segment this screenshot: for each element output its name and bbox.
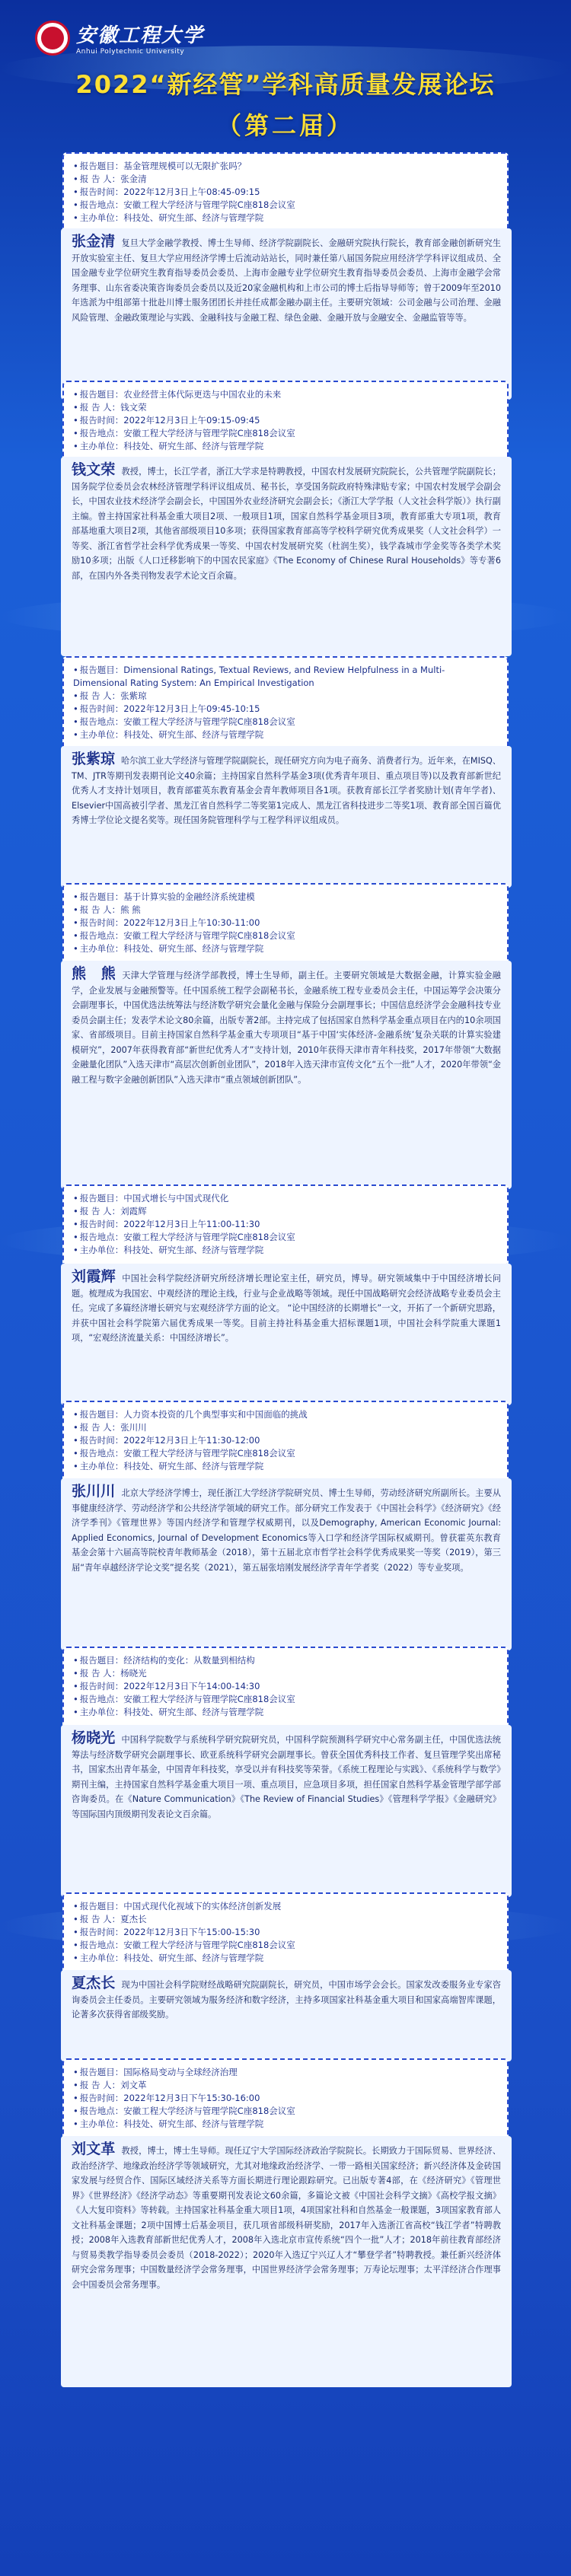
field-label: 主办单位：: [79, 943, 124, 954]
bullet-icon: •: [73, 729, 78, 740]
speaker-name: 刘霞辉: [72, 1268, 116, 1285]
bullet-icon: •: [73, 943, 78, 954]
talk-time: [73, 917, 498, 929]
talk-time: [73, 414, 498, 427]
field-label: 报 告 人：: [79, 1914, 121, 1924]
field-label: 主办单位：: [79, 212, 124, 223]
speaker-bio-text: 中国科学院数学与系统科学研究院研究员，中国科学院预测科学研究中心常务副主任，中国优选法统筹法与经济数学研究会副理事长、欧亚系统科学研究会副理事长。曾获全国优秀科技工作者、复旦管理学奖出席秘书，国家杰出青年基金，中国青年科技奖，享受以并有科技奖等荣誉。《系统工程理论与实践》、《系统科学与数学》期刊主编，主持国家自然科学基金重大项目一项、重点项目，应急项目多项，担任国家自然科学基金管理学部学部咨询委员。在《Nature Communication》《The Review of Financial Studies》《管理科学学报》《金融研究》等国际国内顶级期刊发表论文百余篇。: [72, 1735, 501, 1819]
talk-place: [73, 2105, 498, 2118]
field-label: 报告地点：: [79, 1448, 124, 1459]
school-name-en: Anhui Polytechnic University: [76, 48, 185, 56]
field-value: Dimensional Ratings, Textual Reviews, and Review Helpfulness in a Multi-Dimensional Rating System: An Empirical Investigation: [73, 665, 445, 688]
talk-topic: [73, 1192, 498, 1205]
field-value: 安徽工程大学经济与管理学院C座818会议室: [123, 1940, 295, 1950]
field-value: 熊 熊: [120, 904, 141, 915]
field-label: 报告时间：: [79, 1681, 124, 1691]
bullet-icon: •: [73, 1694, 78, 1704]
bullet-icon: •: [73, 1206, 78, 1216]
speaker-bio-paragraph: [61, 457, 512, 591]
talk-speaker: [73, 401, 498, 414]
talk-speaker: [73, 1205, 498, 1218]
field-value: 张紫琼: [120, 690, 147, 701]
talk-time: [73, 1218, 498, 1231]
field-label: 报告题目：: [79, 2067, 124, 2077]
field-value: 张川川: [120, 1422, 147, 1433]
talk-host: [73, 728, 498, 741]
talk-topic: [73, 1654, 498, 1667]
speaker-bio-text: 教授，博士，长江学者，浙江大学求是特聘教授，中国农村发展研究院院长，公共管理学院副院长；国务院学位委员会农林经济管理学科评议组成员、秘书长，享受国务院政府特殊津贴专家；中国农村发展学会副会长，中国农业技术经济学会副会长，中国国外农业经济研究会副会长；《浙江大学学报（人文社会科学版）》执行副主编。曾主持国家社科基金重大项目2项、一般项目1项，国家自然科学基金项目3项，教育部重大专项1项，教育部基地重大项目2项，其他省部级项目10多项；获得国家教育部高等学校科学研究优秀成果奖（人文社会科学）一等奖、浙江省哲学社会科学优秀成果一等奖、中国农村发展研究奖（杜润生奖），钱学森城市学金奖等各类学术奖励10多项；出版《人口迁移影响下的中国农民家庭》《The Economy of Chinese Rural Households》等专著6部，在国内外各类刊物发表学术论文百余篇。: [72, 467, 501, 581]
bullet-icon: •: [73, 2067, 78, 2077]
field-label: 主办单位：: [79, 1707, 124, 1717]
talk-topic: [73, 891, 498, 904]
bullet-icon: •: [73, 1927, 78, 1937]
field-label: 报 告 人：: [79, 1668, 121, 1679]
speaker-name: 夏杰长: [72, 1975, 116, 1991]
field-label: 报 告 人：: [79, 690, 121, 701]
field-value: 安徽工程大学经济与管理学院C座818会议室: [123, 428, 295, 438]
field-label: 报告题目：: [79, 1655, 124, 1666]
bullet-icon: •: [73, 2119, 78, 2129]
talk-info-box: [62, 1401, 509, 1483]
speaker-name: 杨晓光: [72, 1730, 116, 1746]
field-value: 科技处、研究生部、经济与管理学院: [123, 1953, 264, 1963]
field-label: 报告题目：: [79, 1409, 124, 1420]
field-value: 安徽工程大学经济与管理学院C座818会议室: [123, 930, 295, 941]
field-value: 2022年12月3日下午15:30-16:00: [123, 2093, 260, 2103]
talk-info-box: [62, 1184, 509, 1267]
talk-speaker: [73, 173, 498, 186]
talk-place: [73, 929, 498, 942]
talk-speaker: [73, 1913, 498, 1926]
bullet-icon: •: [73, 1448, 78, 1459]
bullet-icon: •: [73, 415, 78, 426]
talk-topic: [73, 160, 498, 173]
field-label: 报告题目：: [79, 891, 124, 902]
speaker-name: 张金清: [72, 233, 116, 250]
speaker-bio: [61, 1264, 512, 1405]
field-value: 基于计算实验的金融经济系统建模: [123, 891, 255, 902]
speaker-bio: [61, 2136, 512, 2387]
speaker-bio-text: 中国社会科学院经济研究所经济增长理论室主任，研究员，博导。研究领域集中于中国经济增长问题。梳理成为我国宏、中观经济的理论主线，行业与企业战略等领域。现任中国战略研究会经济战略专业委员会主任。完成了多篇经济增长研究与宏观经济学方面的论文。 “论中国经济的长期增长”一文，开拓了一个新研究思路，并获中国社会科学院第六届优秀成果一等奖。目前主持社科基金重大招标课题1项，中国社会科学院重大课题1项，“宏观经济流量关系：中国经济增长”。: [72, 1274, 501, 1343]
talk-place: [73, 1231, 498, 1244]
speaker-bio-paragraph: [61, 2136, 512, 2300]
talk-place: [73, 427, 498, 440]
bullet-icon: •: [73, 2093, 78, 2103]
school-name-cn: 安徽工程大学: [76, 24, 205, 47]
field-value: 科技处、研究生部、经济与管理学院: [123, 1245, 264, 1255]
speaker-bio-text: 哈尔滨工业大学经济与管理学院副院长，现任研究方向为电子商务、消费者行为。近年来，在MISQ、TM、JTR等期刊发表期刊论文40余篇；主持国家自然科学基金3项(优秀青年项目、重点项目等)以及教育部新世纪优秀人才支持计划项目，教育部霍英东教育基金会青年教师项目各1项。获教育部长江学者奖励计划(青年学者)、Elsevier中国高被引学者、黑龙江省自然科学二等奖第1完成人、黑龙江省科技进步二等奖1项、教育部全国百篇优秀博士学位论文提名奖等。现任国务院管理科学与工程学科评议组成员。: [72, 756, 501, 825]
field-value: 农业经营主体代际更迭与中国农业的未来: [123, 389, 282, 400]
field-value: 2022年12月3日上午10:30-11:00: [123, 917, 260, 928]
bullet-icon: •: [73, 703, 78, 714]
field-value: 中国式现代化视域下的实体经济创新发展: [123, 1901, 282, 1911]
speaker-bio-paragraph: [61, 228, 512, 333]
bullet-icon: •: [73, 1435, 78, 1446]
field-label: 报告地点：: [79, 716, 124, 727]
field-label: 报 告 人：: [79, 402, 121, 413]
field-label: 报告地点：: [79, 930, 124, 941]
speaker-name: 张川川: [72, 1483, 116, 1500]
field-label: 报告地点：: [79, 199, 124, 210]
field-label: 报 告 人：: [79, 174, 121, 184]
bullet-icon: •: [73, 1707, 78, 1717]
bullet-icon: •: [73, 716, 78, 727]
forum-title: 2022“新经管”学科高质量发展论坛: [75, 70, 496, 99]
field-value: 钱文荣: [120, 402, 147, 413]
speaker-bio-paragraph: [61, 1970, 512, 2030]
field-value: 安徽工程大学经济与管理学院C座818会议室: [123, 1232, 295, 1242]
talk-speaker: [73, 2079, 498, 2092]
speaker-name: 钱文荣: [72, 461, 116, 478]
speaker-bio: [61, 1725, 512, 1897]
speaker-name: 熊 熊: [72, 965, 116, 982]
bullet-icon: •: [73, 1193, 78, 1204]
school-logo-block: [35, 20, 204, 56]
field-value: 刘文革: [120, 2080, 147, 2090]
field-label: 报 告 人：: [79, 1206, 121, 1216]
field-value: 科技处、研究生部、经济与管理学院: [123, 943, 264, 954]
field-value: 2022年12月3日上午09:45-10:15: [123, 703, 260, 714]
speaker-bio: [61, 457, 512, 656]
talk-speaker: [73, 1421, 498, 1434]
bullet-icon: •: [73, 161, 78, 171]
field-label: 主办单位：: [79, 1461, 124, 1471]
talk-host: [73, 942, 498, 955]
field-label: 报告题目：: [79, 665, 124, 675]
field-value: 夏杰长: [120, 1914, 147, 1924]
school-seal-icon: [35, 21, 70, 56]
speaker-bio-text: 北京大学经济学博士，现任浙江大学经济学院研究员、博士生导师，劳动经济研究所副所长。主要从事健康经济学、劳动经济学和公共经济学领域的研究工作。部分研究工作发表于《中国社会科学》《经济研究》《经济学季刊》《管理世界》等国内经济学和管理学权威期刊，以及Demography, American Economic Journal: Applied Economics, Journal of Development Economics等入口学和经济学国际权威期刊。曾获霍英东教育基金会第十六届高等院校青年教师基金（2018），第十五届北京市哲学社会科学优秀成果奖一等奖（2019），第三届“青年卓越经济学论文奖”提名奖（2021），第五届张培刚发展经济学青年学者奖（2022）等专业奖项。: [72, 1488, 501, 1573]
talk-time: [73, 2092, 498, 2105]
bullet-icon: •: [73, 1655, 78, 1666]
speaker-bio-text: 天津大学管理与经济学部教授，博士生导师，副主任。主要研究领域是大数据金融，计算实验金融学，企业发展与金融预警等。任中国系统工程学会副秘书长，金融系统工程专业委员会主任，中国运筹学会决策分会副理事长，中国优选法统筹法与经济数学研究会量化金融与保险分会副理事长；中国信息经济学会金融科技专业委员会副主任；发表学术论文80余篇，出版专著2部。主持完成了包括国家自然科学基金重点项目在内的10余项国家、省部级项目。目前主持国家自然科学基金重大专项项目“基于中国‘实体经济-金融系统’复杂关联的计算实验建模研究”，2007年获得教育部“新世纪优秀人才”支持计划，2010年获得天津市青年科技奖，2017年带领“大数据金融量化团队”入选天津市“高层次创新创业团队”，2018年入选天津市宣传文化“五个一批”人才，2020年带领“金融工程与数字金融创新团队”入选天津市“重点领域创新团队”。: [72, 971, 501, 1085]
field-value: 科技处、研究生部、经济与管理学院: [123, 1707, 264, 1717]
bullet-icon: •: [73, 904, 78, 915]
speaker-bio: [61, 228, 512, 400]
field-value: 科技处、研究生部、经济与管理学院: [123, 441, 264, 451]
field-value: 人力资本投资的几个典型事实和中国面临的挑战: [123, 1409, 308, 1420]
talk-topic: [73, 664, 498, 690]
talk-speaker: [73, 1667, 498, 1680]
field-label: 报告地点：: [79, 428, 124, 438]
talk-speaker: [73, 690, 498, 703]
field-label: 报 告 人：: [79, 2080, 121, 2090]
speaker-bio-paragraph: [61, 1478, 512, 1583]
talk-topic: [73, 1900, 498, 1913]
talk-place: [73, 716, 498, 728]
talk-topic: [73, 1408, 498, 1421]
bullet-icon: •: [73, 1901, 78, 1911]
talk-host: [73, 1952, 498, 1965]
bullet-icon: •: [73, 2106, 78, 2116]
talk-info-box: [62, 883, 509, 965]
bullet-icon: •: [73, 2080, 78, 2090]
speaker-bio: [61, 961, 512, 1189]
field-value: 安徽工程大学经济与管理学院C座818会议室: [123, 199, 295, 210]
talk-topic: [73, 388, 498, 401]
bullet-icon: •: [73, 428, 78, 438]
field-label: 报告时间：: [79, 917, 124, 928]
field-value: 杨晓光: [120, 1668, 147, 1679]
talk-time: [73, 186, 498, 199]
field-label: 报告题目：: [79, 1193, 124, 1204]
bullet-icon: •: [73, 402, 78, 413]
talk-topic: [73, 2066, 498, 2079]
talk-time: [73, 703, 498, 716]
field-label: 报告地点：: [79, 1694, 124, 1704]
field-label: 报告地点：: [79, 1940, 124, 1950]
field-value: 刘霞辉: [120, 1206, 147, 1216]
field-label: 主办单位：: [79, 1245, 124, 1255]
talk-time: [73, 1434, 498, 1447]
talk-place: [73, 1447, 498, 1460]
field-value: 2022年12月3日上午11:00-11:30: [123, 1219, 260, 1229]
page-header: [0, 0, 571, 152]
bullet-icon: •: [73, 1914, 78, 1924]
field-value: 中国式增长与中国式现代化: [123, 1193, 229, 1204]
bullet-icon: •: [73, 1422, 78, 1433]
bullet-icon: •: [73, 1245, 78, 1255]
field-label: 报 告 人：: [79, 904, 121, 915]
field-label: 主办单位：: [79, 2119, 124, 2129]
talk-info-box: [62, 2058, 509, 2141]
field-label: 报告时间：: [79, 187, 124, 197]
field-label: 报告题目：: [79, 161, 124, 171]
bullet-icon: •: [73, 917, 78, 928]
talk-host: [73, 1706, 498, 1719]
talk-info-box: [62, 1647, 509, 1729]
field-value: 2022年12月3日上午11:30-12:00: [123, 1435, 260, 1446]
speaker-bio-text: 教授，博士，博士生导师。现任辽宁大学国际经济政治学院院长。长期致力于国际贸易、世界经济、政治经济学、地缘政治经济学等领域研究，尤其对地缘政治经济学、一带一路相关国家经济；新兴经济体及金砖国家发展与经贸合作、国际区域经济关系等方面长期进行理论跟踪研究。已出版专著4部，在《经济研究》《管理世界》《世界经济》《经济学动态》等重要期刊发表论文60余篇，多篇论文被《中国社会科学文摘》《高校学报文摘》《人大复印资料》等转载。主持国家社科基金重大项目1项，4项国家社科和自然基金一般课题，3项国家教育部人文社科基金课题；2项中国博士后基金项目，获几项省部级科研奖励，2017年入选浙江省高校“钱江学者”特聘教授；2008年入选教育部新世纪优秀人才，2008年入选北京市宣传系统“四个一批”人才；2018年前往教育部经济与贸易类教学指导委员会委员（2018-2022）；2020年入选辽宁兴辽人才“攀登学者”特聘教授。兼任新兴经济体研究会常务理事；中国数量经济学会常务理事，中国世界经济学会常务理事；万寿论坛理事；太平洋经济合作理事会中国委员会常务理事。: [72, 2146, 501, 2290]
bullet-icon: •: [73, 1953, 78, 1963]
bullet-icon: •: [73, 690, 78, 701]
field-label: 主办单位：: [79, 441, 124, 451]
bullet-icon: •: [73, 187, 78, 197]
field-label: 报告时间：: [79, 415, 124, 426]
bullet-icon: •: [73, 1409, 78, 1420]
talk-info-box: [62, 381, 509, 463]
field-value: 张金清: [120, 174, 147, 184]
bullet-icon: •: [73, 441, 78, 451]
talk-info-box: [62, 152, 509, 234]
talk-place: [73, 1939, 498, 1952]
field-value: 安徽工程大学经济与管理学院C座818会议室: [123, 2106, 295, 2116]
talk-info-box: [62, 656, 509, 752]
bullet-icon: •: [73, 1940, 78, 1950]
field-label: 报告地点：: [79, 2106, 124, 2116]
talk-speaker: [73, 904, 498, 917]
field-value: 安徽工程大学经济与管理学院C座818会议室: [123, 1694, 295, 1704]
talk-info-box: [62, 1892, 509, 1975]
field-value: 科技处、研究生部、经济与管理学院: [123, 2119, 264, 2129]
forum-session: （第二届）: [216, 111, 354, 140]
speaker-bio-text: 复旦大学金融学教授、博士生导师、经济学院副院长、金融研究院执行院长，教育部金融创新研究生开放实验室主任、复旦大学应用经济学博士后流动站站长，同时兼任第八届国务院应用经济学学科评议组成员、全国金融专业学位研究生教育指导委员会委员、上海市金融专业学位研究生教育指导委员会委员、上海市金融学会常务理事、山东省委决策咨询委员会委员以及近20家金融机构和上市公司的博士后指导导师等；曾于2009年至2010年选派为中组部第十批赴川博士服务团团长并挂任成都金融办副主任。主要研究领域：公司金融与公司治理、金融风险管理、金融政策理论与实践、金融科技与金融工程、绿色金融、金融开放与金融安全、金融监管等等。: [72, 238, 501, 323]
field-value: 2022年12月3日上午08:45-09:15: [123, 187, 260, 197]
field-value: 2022年12月3日下午14:00-14:30: [123, 1681, 260, 1691]
bullet-icon: •: [73, 1668, 78, 1679]
talk-host: [73, 1460, 498, 1473]
field-label: 报告地点：: [79, 1232, 124, 1242]
field-label: 报告时间：: [79, 1435, 124, 1446]
speaker-bio: [61, 1478, 512, 1650]
bullet-icon: •: [73, 174, 78, 184]
field-label: 报告题目：: [79, 1901, 124, 1911]
field-value: 经济结构的变化：从数量到相结构: [123, 1655, 255, 1666]
field-label: 报告时间：: [79, 2093, 124, 2103]
field-value: 基金管理规模可以无限扩张吗？: [123, 161, 247, 171]
field-label: 主办单位：: [79, 729, 124, 740]
speaker-bio-text: 现为中国社会科学院财经战略研究院副院长，研究员，中国市场学会会长。国家发改委服务业专家咨询委员会主任委员。主要研究领域为服务经济和数字经济，主持多项国家社科基金重大项目和国家高端智库课题，论著多次获得省部级奖励。: [72, 1980, 501, 2020]
field-value: 安徽工程大学经济与管理学院C座818会议室: [123, 1448, 295, 1459]
speaker-name: 张紫琼: [72, 751, 116, 767]
field-label: 报告时间：: [79, 1219, 124, 1229]
speaker-bio: [61, 1970, 512, 2061]
bullet-icon: •: [73, 1461, 78, 1471]
speaker-bio-paragraph: [61, 746, 512, 836]
field-value: 科技处、研究生部、经济与管理学院: [123, 1461, 264, 1471]
field-value: 安徽工程大学经济与管理学院C座818会议室: [123, 716, 295, 727]
speaker-bio-paragraph: [61, 1725, 512, 1829]
field-value: 科技处、研究生部、经济与管理学院: [123, 212, 264, 223]
talk-host: [73, 440, 498, 453]
field-label: 报告时间：: [79, 703, 124, 714]
bullet-icon: •: [73, 389, 78, 400]
talk-place: [73, 199, 498, 212]
bullet-icon: •: [73, 891, 78, 902]
field-value: 2022年12月3日下午15:00-15:30: [123, 1927, 260, 1937]
talk-host: [73, 212, 498, 225]
field-label: 主办单位：: [79, 1953, 124, 1963]
bullet-icon: •: [73, 1681, 78, 1691]
bullet-icon: •: [73, 665, 78, 675]
speaker-bio-paragraph: [61, 1264, 512, 1353]
field-label: 报告时间：: [79, 1927, 124, 1937]
talk-host: [73, 2118, 498, 2131]
talk-time: [73, 1680, 498, 1693]
field-value: 国际格局变动与全球经济治理: [123, 2067, 238, 2077]
field-value: 2022年12月3日上午09:15-09:45: [123, 415, 260, 426]
speaker-name: 刘文革: [72, 2141, 116, 2157]
talk-time: [73, 1926, 498, 1939]
bullet-icon: •: [73, 212, 78, 223]
bullet-icon: •: [73, 1232, 78, 1242]
talk-place: [73, 1693, 498, 1706]
speaker-bio: [61, 746, 512, 888]
speaker-bio-paragraph: [61, 961, 512, 1095]
field-label: 报 告 人：: [79, 1422, 121, 1433]
bullet-icon: •: [73, 930, 78, 941]
bullet-icon: •: [73, 199, 78, 210]
talk-host: [73, 1244, 498, 1257]
bullet-icon: •: [73, 1219, 78, 1229]
field-label: 报告题目：: [79, 389, 124, 400]
field-value: 科技处、研究生部、经济与管理学院: [123, 729, 264, 740]
